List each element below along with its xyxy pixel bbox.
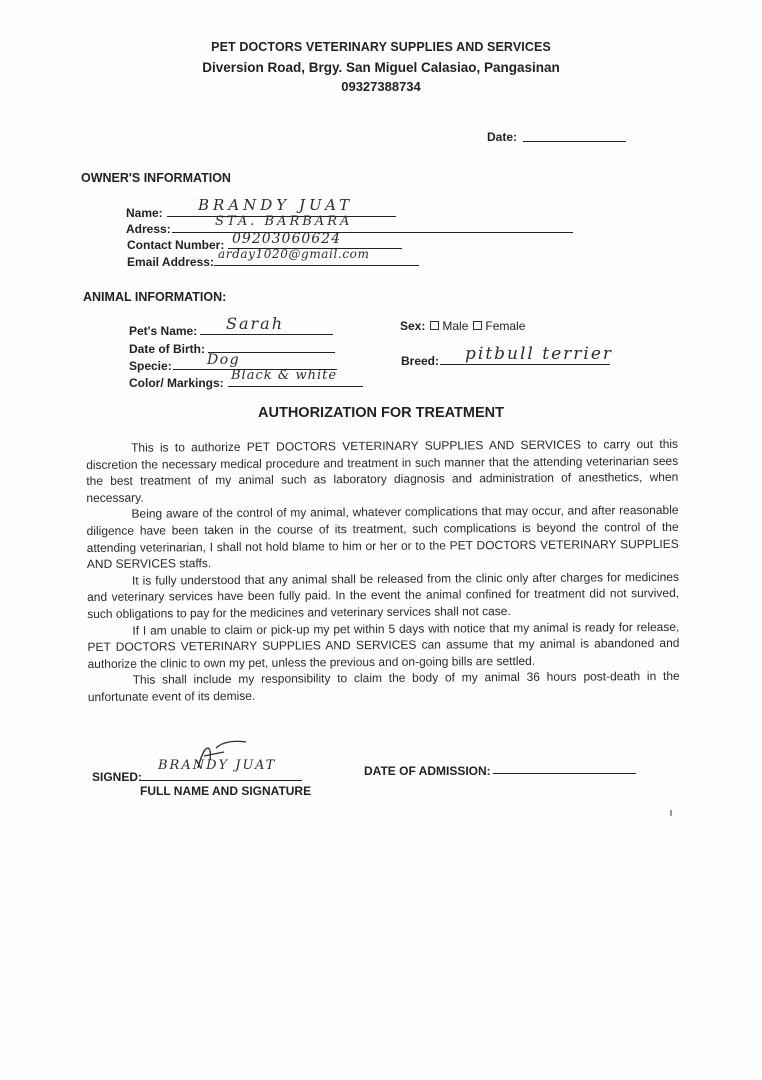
signed-label: SIGNED: (92, 770, 143, 784)
pet-name-value: Sarah (226, 314, 284, 333)
breed-field[interactable] (440, 364, 610, 365)
owner-address-value: STA. BARBARA (215, 214, 353, 229)
owner-name-label: Name: (126, 206, 163, 220)
email-value: arday1020@gmail.com (218, 247, 370, 261)
breed-label: Breed: (401, 354, 440, 368)
clinic-name: PET DOCTORS VETERINARY SUPPLIES AND SERVICES (211, 40, 551, 54)
specie-value: Dog (207, 352, 241, 368)
color-markings-value: Black & white (231, 368, 338, 383)
scan-speck (670, 810, 672, 816)
clinic-address: Diversion Road, Brgy. San Miguel Calasiao, Pangasinan (202, 60, 560, 75)
female-checkbox[interactable] (473, 321, 482, 330)
sex-field (400, 319, 525, 333)
color-markings-field[interactable] (228, 386, 363, 387)
signature-caption: FULL NAME AND SIGNATURE (140, 784, 312, 798)
owner-address-label: Adress: (126, 222, 171, 236)
email-field[interactable] (214, 265, 419, 266)
pet-name-field[interactable] (200, 334, 333, 335)
specie-label: Specie: (129, 359, 172, 373)
signed-value: BRANDY JUAT (158, 758, 277, 773)
authorization-body (86, 436, 680, 706)
color-markings-label: Color/ Markings: (129, 376, 224, 390)
authorization-paragraph: It is fully understood that any animal shall be released from the clinic only after charges for medicines and veterinary services have been fully paid. In the event the animal confined for treatment did not survived, such obligations to pay for the medicines and veterinary services shall not case. (87, 569, 680, 621)
signature-field[interactable] (140, 780, 302, 781)
authorization-paragraph: Being aware of the control of my animal, whatever complications that may occur, and after reasonable diligence have been taken in the course of its treatment, such complications is beyond the control of the attending veterinarian, I shall not hold blame to him or her or to the PET DOCTORS VETERINARY SUPPLIES AND SERVICES staffs. (86, 503, 679, 572)
owner-section-title: OWNER'S INFORMATION (81, 171, 231, 185)
admission-date-field[interactable] (493, 773, 636, 774)
animal-section-title: ANIMAL INFORMATION: (83, 290, 227, 304)
authorization-title: AUTHORIZATION FOR TREATMENT (258, 405, 504, 421)
authorization-paragraph: This is to authorize PET DOCTORS VETERINARY SUPPLIES AND SERVICES to carry out this discretion the necessary medical procedure and treatment in such manner that the attending veterinarian sees the best treatment of my animal such as laboratory diagnosis and administration of anesthetics, when necessary. (86, 436, 679, 505)
owner-name-value: BRANDY JUAT (198, 196, 354, 214)
date-field[interactable] (523, 141, 626, 142)
email-label: Email Address: (127, 255, 214, 269)
male-option-label: Male (442, 319, 469, 333)
breed-value: pitbull terrier (465, 344, 614, 364)
male-checkbox[interactable] (430, 321, 439, 330)
date-label: Date: (487, 130, 518, 144)
clinic-phone: 09327388734 (341, 79, 421, 94)
contact-number-value: 09203060624 (232, 231, 341, 247)
pet-name-label: Pet's Name: (129, 324, 198, 338)
dob-label: Date of Birth: (129, 342, 205, 356)
contact-number-label: Contact Number: (127, 238, 225, 252)
sex-label: Sex: (400, 319, 426, 333)
authorization-paragraph: If I am unable to claim or pick-up my pet within 5 days with notice that my animal is ready for release, PET DOCTORS VETERINARY SUPPLIES AND SERVICES can assume that my animal is abandoned and authorize the clinic to own my pet, unless the previous and on-going bills are settled. (87, 619, 680, 671)
admission-date-label: DATE OF ADMISSION: (364, 764, 491, 778)
female-option-label: Female (485, 319, 526, 333)
authorization-paragraph: This shall include my responsibility to claim the body of my animal 36 hours post-death in the unfortunate event of its demise. (87, 669, 680, 704)
